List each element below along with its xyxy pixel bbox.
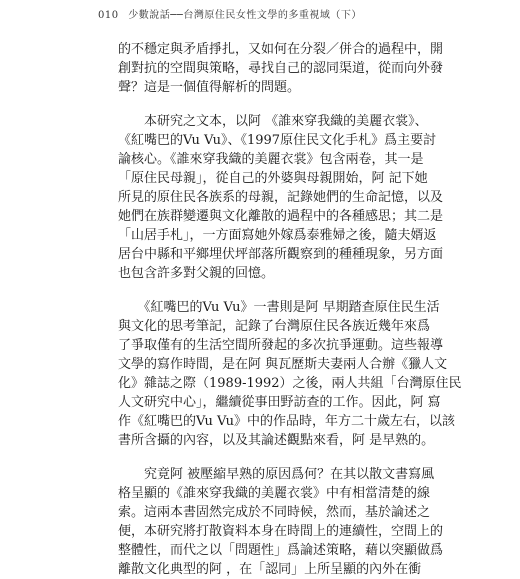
text-line: 離散文化典型的阿 ，在「認同」上所呈顯的內外在衝 <box>118 562 422 577</box>
text-line: 了爭取僅有的生活空間所發起的多次抗爭運動。這些報導 <box>118 338 444 353</box>
paragraph <box>118 465 444 579</box>
text-line: 化》雜誌之際（1989-1992）之後，兩人共組「台灣原住民 <box>118 376 462 391</box>
text-line: 索。這兩本書固然完成於不同時候，然而，基於論述之 <box>118 505 431 520</box>
text-line: 的不穩定與矛盾掙扎，又如何在分裂／併合的過程中，開 <box>118 42 444 57</box>
text-line: 《紅嘴巴的Vu Vu》、《1997原住民文化手札》爲主要討 <box>118 133 437 148</box>
running-header <box>98 6 362 21</box>
text-line: 本研究之文本，以阿 《誰來穿我織的美麗衣裳》、 <box>118 114 428 129</box>
page-number: 010 <box>98 10 119 21</box>
text-line: 她們在族群變遷與文化離散的過程中的各種感思；其二是 <box>118 209 444 224</box>
paragraph-gap <box>118 450 410 465</box>
text-line: 《紅嘴巴的Vu Vu》一書則是阿 早期踏查原住民生活 <box>118 300 440 315</box>
text-line: 也包含許多對父親的回憶。 <box>118 266 275 281</box>
paragraph-gap <box>118 283 410 298</box>
text-line: 所見的原住民各族系的母親，記錄她們的生命記憶，以及 <box>118 190 444 205</box>
text-line: 聲？這是一個值得解析的問題。 <box>118 80 301 95</box>
text-line: 便，本研究將打散資料本身在時間上的連續性，空間上的 <box>118 524 444 539</box>
text-line: 論核心。《誰來穿我織的美麗衣裳》包含兩卷，其一是 <box>118 152 424 167</box>
text-line: 整體性，而代之以「問題性」爲論述策略，藉以突顯做爲 <box>118 543 444 558</box>
text-line: 人文研究中心」，繼續從事田野訪查的工作。因此，阿 寫 <box>118 395 441 410</box>
text-line: 作《紅嘴巴的Vu Vu》中的作品時，年方二十歲左右，以該 <box>118 414 455 429</box>
running-title: 少數說話──台灣原住民女性文學的多重視域（下） <box>128 10 362 21</box>
text-line: 書所含攝的內容，以及其論述觀點來看，阿 是早熟的。 <box>118 433 435 448</box>
text-line: 「山居手札」，一方面寫她外嫁爲泰雅婦之後，隨夫婿返 <box>118 228 437 243</box>
text-line: 創對抗的空間與策略，尋找自己的認同渠道，從而向外發 <box>118 61 444 76</box>
text-line: 格呈顯的《誰來穿我織的美麗衣裳》中有相當清楚的線 <box>118 486 431 501</box>
paragraph-gap <box>118 97 410 112</box>
text-line: 與文化的思考筆記，記錄了台灣原住民各族近幾年來爲 <box>118 319 431 334</box>
text-line: 「原住民母親」，從自己的外婆與母親開始，阿 記下她 <box>118 171 428 186</box>
body-text <box>118 40 462 579</box>
paragraph <box>118 298 462 450</box>
text-line: 文學的寫作時間，是在阿 與瓦歷斯夫妻兩人合辦《獵人文 <box>118 357 448 372</box>
paragraph <box>118 112 444 283</box>
text-line: 究竟阿 被壓縮早熟的原因爲何？在其以散文書寫風 <box>118 467 435 482</box>
text-line: 居台中縣和平鄉埋伏坪部落所觀察到的種種現象，另方面 <box>118 247 444 262</box>
paragraph <box>118 40 444 97</box>
